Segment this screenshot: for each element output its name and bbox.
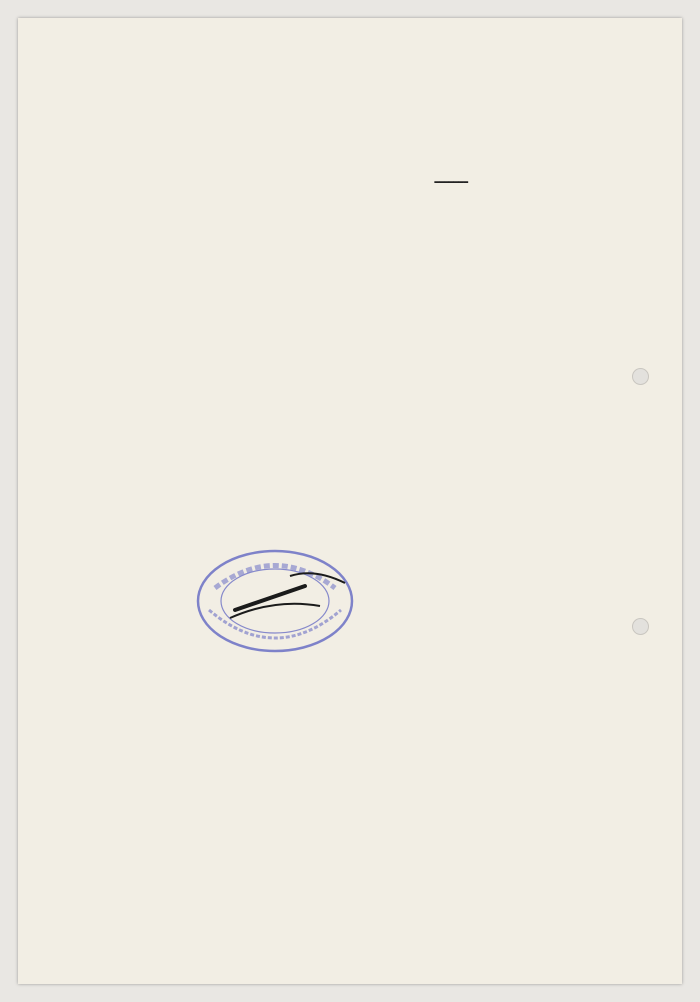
punch-hole-top bbox=[632, 368, 649, 385]
letter-sheet bbox=[18, 18, 682, 984]
org-title: ـــــــ bbox=[434, 171, 468, 187]
stamp-seal-icon bbox=[195, 548, 355, 654]
official-stamp bbox=[195, 548, 355, 654]
punch-hole-bottom bbox=[632, 618, 649, 635]
